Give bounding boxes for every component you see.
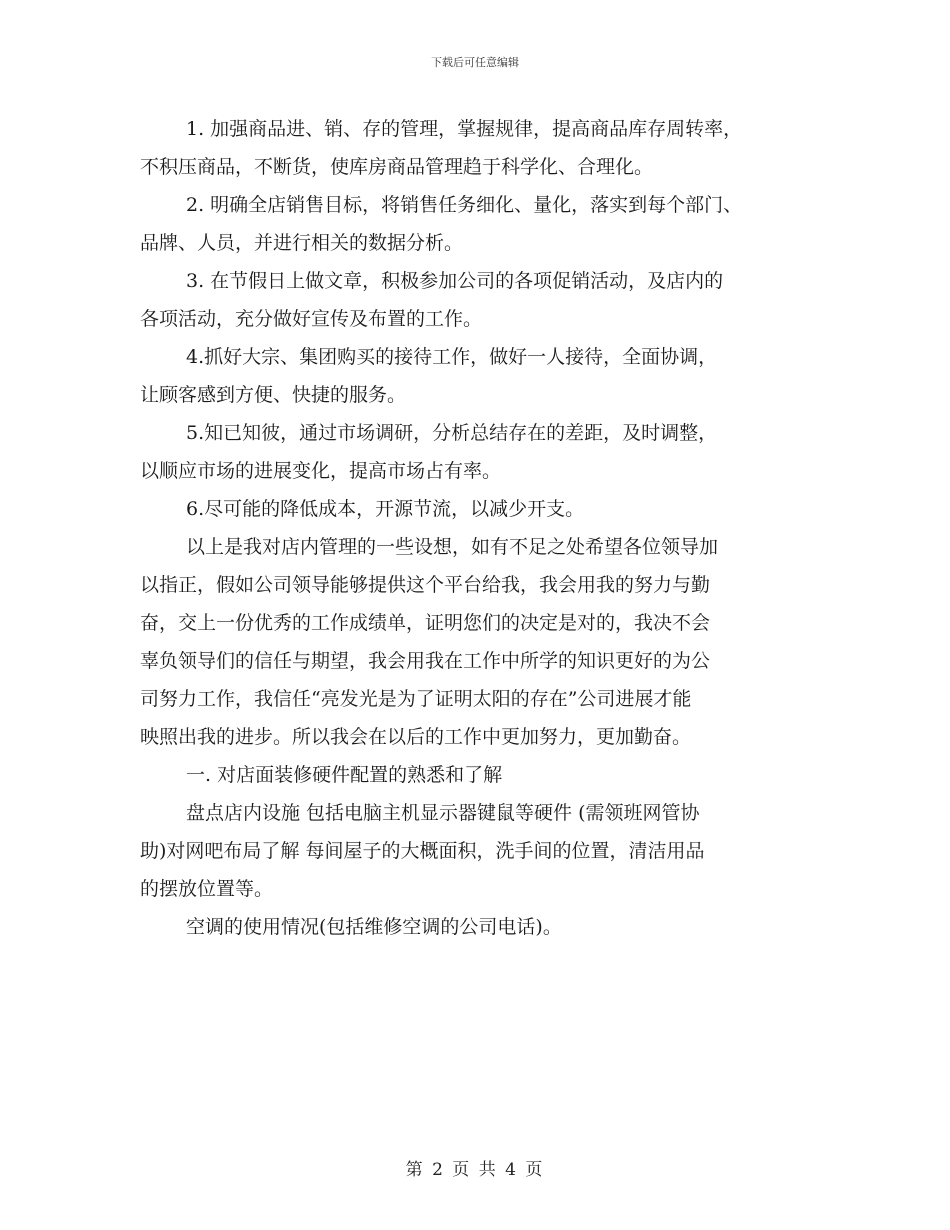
text-line: 空调的使用情况(包括维修空调的公司电话)。 xyxy=(186,916,562,938)
text-line: 辜负领导们的信任与期望，我会用我在工作中所学的知识更好的为公 xyxy=(140,650,711,672)
paragraph-7 xyxy=(140,528,820,756)
paragraph-3 xyxy=(140,262,820,338)
paragraph-4 xyxy=(140,338,820,414)
text-line: 让顾客感到方便、快捷的服务。 xyxy=(140,384,407,406)
text-line: 品牌、人员，并进行相关的数据分析。 xyxy=(140,232,464,254)
text-line: 助)对网吧布局了解 每间屋子的大概面积，洗手间的位置，清洁用品 xyxy=(140,840,705,862)
text-line: 5.知已知彼，通过市场调研，分析总结存在的差距，及时调整， xyxy=(186,422,718,444)
text-line: 一. 对店面装修硬件配置的熟悉和了解 xyxy=(186,764,503,786)
text-line: 3. 在节假日上做文章，积极参加公司的各项促销活动，及店内的 xyxy=(186,270,724,292)
paragraph-6 xyxy=(140,490,820,528)
text-line: 奋，交上一份优秀的工作成绩单，证明您们的决定是对的，我决不会 xyxy=(140,612,711,634)
paragraph-2 xyxy=(140,186,820,262)
paragraph-9 xyxy=(140,908,820,946)
document-body xyxy=(140,110,820,946)
section-heading xyxy=(140,756,820,794)
text-line: 各项活动，充分做好宣传及布置的工作。 xyxy=(140,308,483,330)
text-line: 1. 加强商品进、销、存的管理，掌握规律，提高商品库存周转率， xyxy=(186,118,743,140)
paragraph-1 xyxy=(140,110,820,186)
paragraph-5 xyxy=(140,414,820,490)
text-line: 的摆放位置等。 xyxy=(140,878,274,900)
page-header-note: 下载后可任意编辑 xyxy=(431,56,519,69)
text-line: 6.尽可能的降低成本，开源节流，以减少开支。 xyxy=(186,498,585,520)
text-line: 以顺应市场的进展变化，提高市场占有率。 xyxy=(140,460,502,482)
text-line: 4.抓好大宗、集团购买的接待工作，做好一人接待，全面协调， xyxy=(186,346,718,368)
text-line: 司努力工作，我信任“亮发光是为了证明太阳的存在”公司进展才能 xyxy=(140,688,692,710)
text-line: 以指正，假如公司领导能够提供这个平台给我，我会用我的努力与勤 xyxy=(140,574,711,596)
page-number: 第 2 页 共 4 页 xyxy=(405,1160,545,1180)
text-line: 2. 明确全店销售目标，将销售任务细化、量化，落实到每个部门、 xyxy=(186,194,743,216)
paragraph-8 xyxy=(140,794,820,908)
text-line: 盘点店内设施 包括电脑主机显示器键鼠等硬件 (需领班网管协 xyxy=(186,802,700,824)
text-line: 以上是我对店内管理的一些设想，如有不足之处希望各位领导加 xyxy=(186,536,719,558)
text-line: 不积压商品，不断货，使库房商品管理趋于科学化、合理化。 xyxy=(140,156,654,178)
text-line: 映照出我的进步。所以我会在以后的工作中更加努力，更加勤奋。 xyxy=(140,726,692,748)
